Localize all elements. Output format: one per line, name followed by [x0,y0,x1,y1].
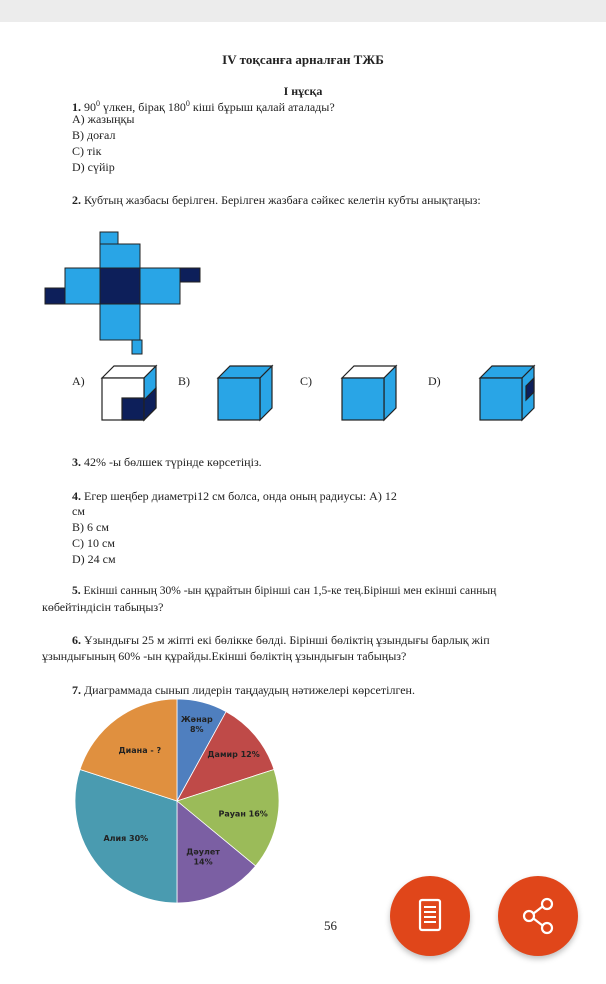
q1-option-d: D) сүйір [72,160,115,174]
question-2: 2. Кубтың жазбасы берілген. Берілген жазбаға сәйкес келетін кубты анықтаңыз: [72,193,481,207]
question-7: 7. Диаграммада сынып лидерін таңдаудың нәтижелері көрсетілген. [72,683,415,697]
share-icon [518,896,558,936]
net-bottom-face [100,304,140,340]
question-4: 4. Егер шеңбер диаметрі12 см болса, онда оның радиусы: A) 12 [72,489,397,503]
pie-slice-label: Алия 30% [103,834,149,844]
net-left-face [65,268,100,304]
q1-option-a: A) жазыңқы [72,112,135,126]
question-number: 1. [72,100,81,114]
question-6: 6. Ұзындығы 25 м жіпті екі бөлікке бөлді. Бірінші бөліктің ұзындығы барлық жіп [72,633,490,647]
q4-option-d: D) 24 см [72,552,116,566]
pie-slice-label: Дәулет 14% [186,847,220,867]
net-top-tab [100,232,118,244]
net-right-face [140,268,180,304]
question-6-line-2: ұзындығының 60% -ын құрайды.Екінші бөліктің ұзындығын табыңыз? [42,649,407,663]
pie-slice-label: Жәнар 8% [180,714,213,734]
cube-option-a [98,364,160,424]
cube-option-c-label: C) [300,374,312,388]
document-icon [410,896,450,936]
question-3: 3. 42% -ы бөлшек түрінде көрсетіңіз. [72,455,262,469]
q1-option-c: C) тік [72,144,102,158]
share-button[interactable] [498,876,578,956]
q1-option-b: B) доғал [72,128,116,142]
question-5: 5. Екінші санның 30% -ын құрайтын бірінші сан 1,5-ке тең.Бірінші мен екінші санның [72,585,497,597]
document-button[interactable] [390,876,470,956]
document-title: IV тоқсанға арналған ТЖБ [222,52,384,67]
pie-chart [70,694,284,908]
net-right-tab [180,268,200,282]
cube-option-b-label: B) [178,374,190,388]
net-center-face [100,268,140,304]
question-1: 1. $90^0$ үлкен, бірақ $180^0$ кіші бұрыш қалай аталады? [72,99,335,114]
q4-line-2: см [72,504,85,518]
document-page [0,22,606,984]
cube-option-b [214,364,276,424]
top-bar [0,0,606,23]
q4-option-c: C) 10 см [72,536,115,550]
pie-slice-label: Рауан 16% [218,809,268,819]
pie-slice-label: Диана - ? [118,745,162,755]
net-bottom-tab [132,340,142,354]
cube-net [40,230,210,370]
page-number: 56 [324,918,337,933]
question-5-line-2: көбейтіндісін табыңыз? [42,600,164,614]
variant-heading: I нұсқа [283,84,323,98]
pie-slice-label: Дамир 12% [207,750,260,760]
q4-option-b: B) 6 см [72,520,109,534]
cube-option-a-label: A) [72,374,85,388]
net-top-face [100,244,140,268]
net-left-tab [45,288,65,304]
cube-option-c [338,364,400,424]
cube-option-d [476,364,538,424]
cube-option-d-label: D) [428,374,441,388]
